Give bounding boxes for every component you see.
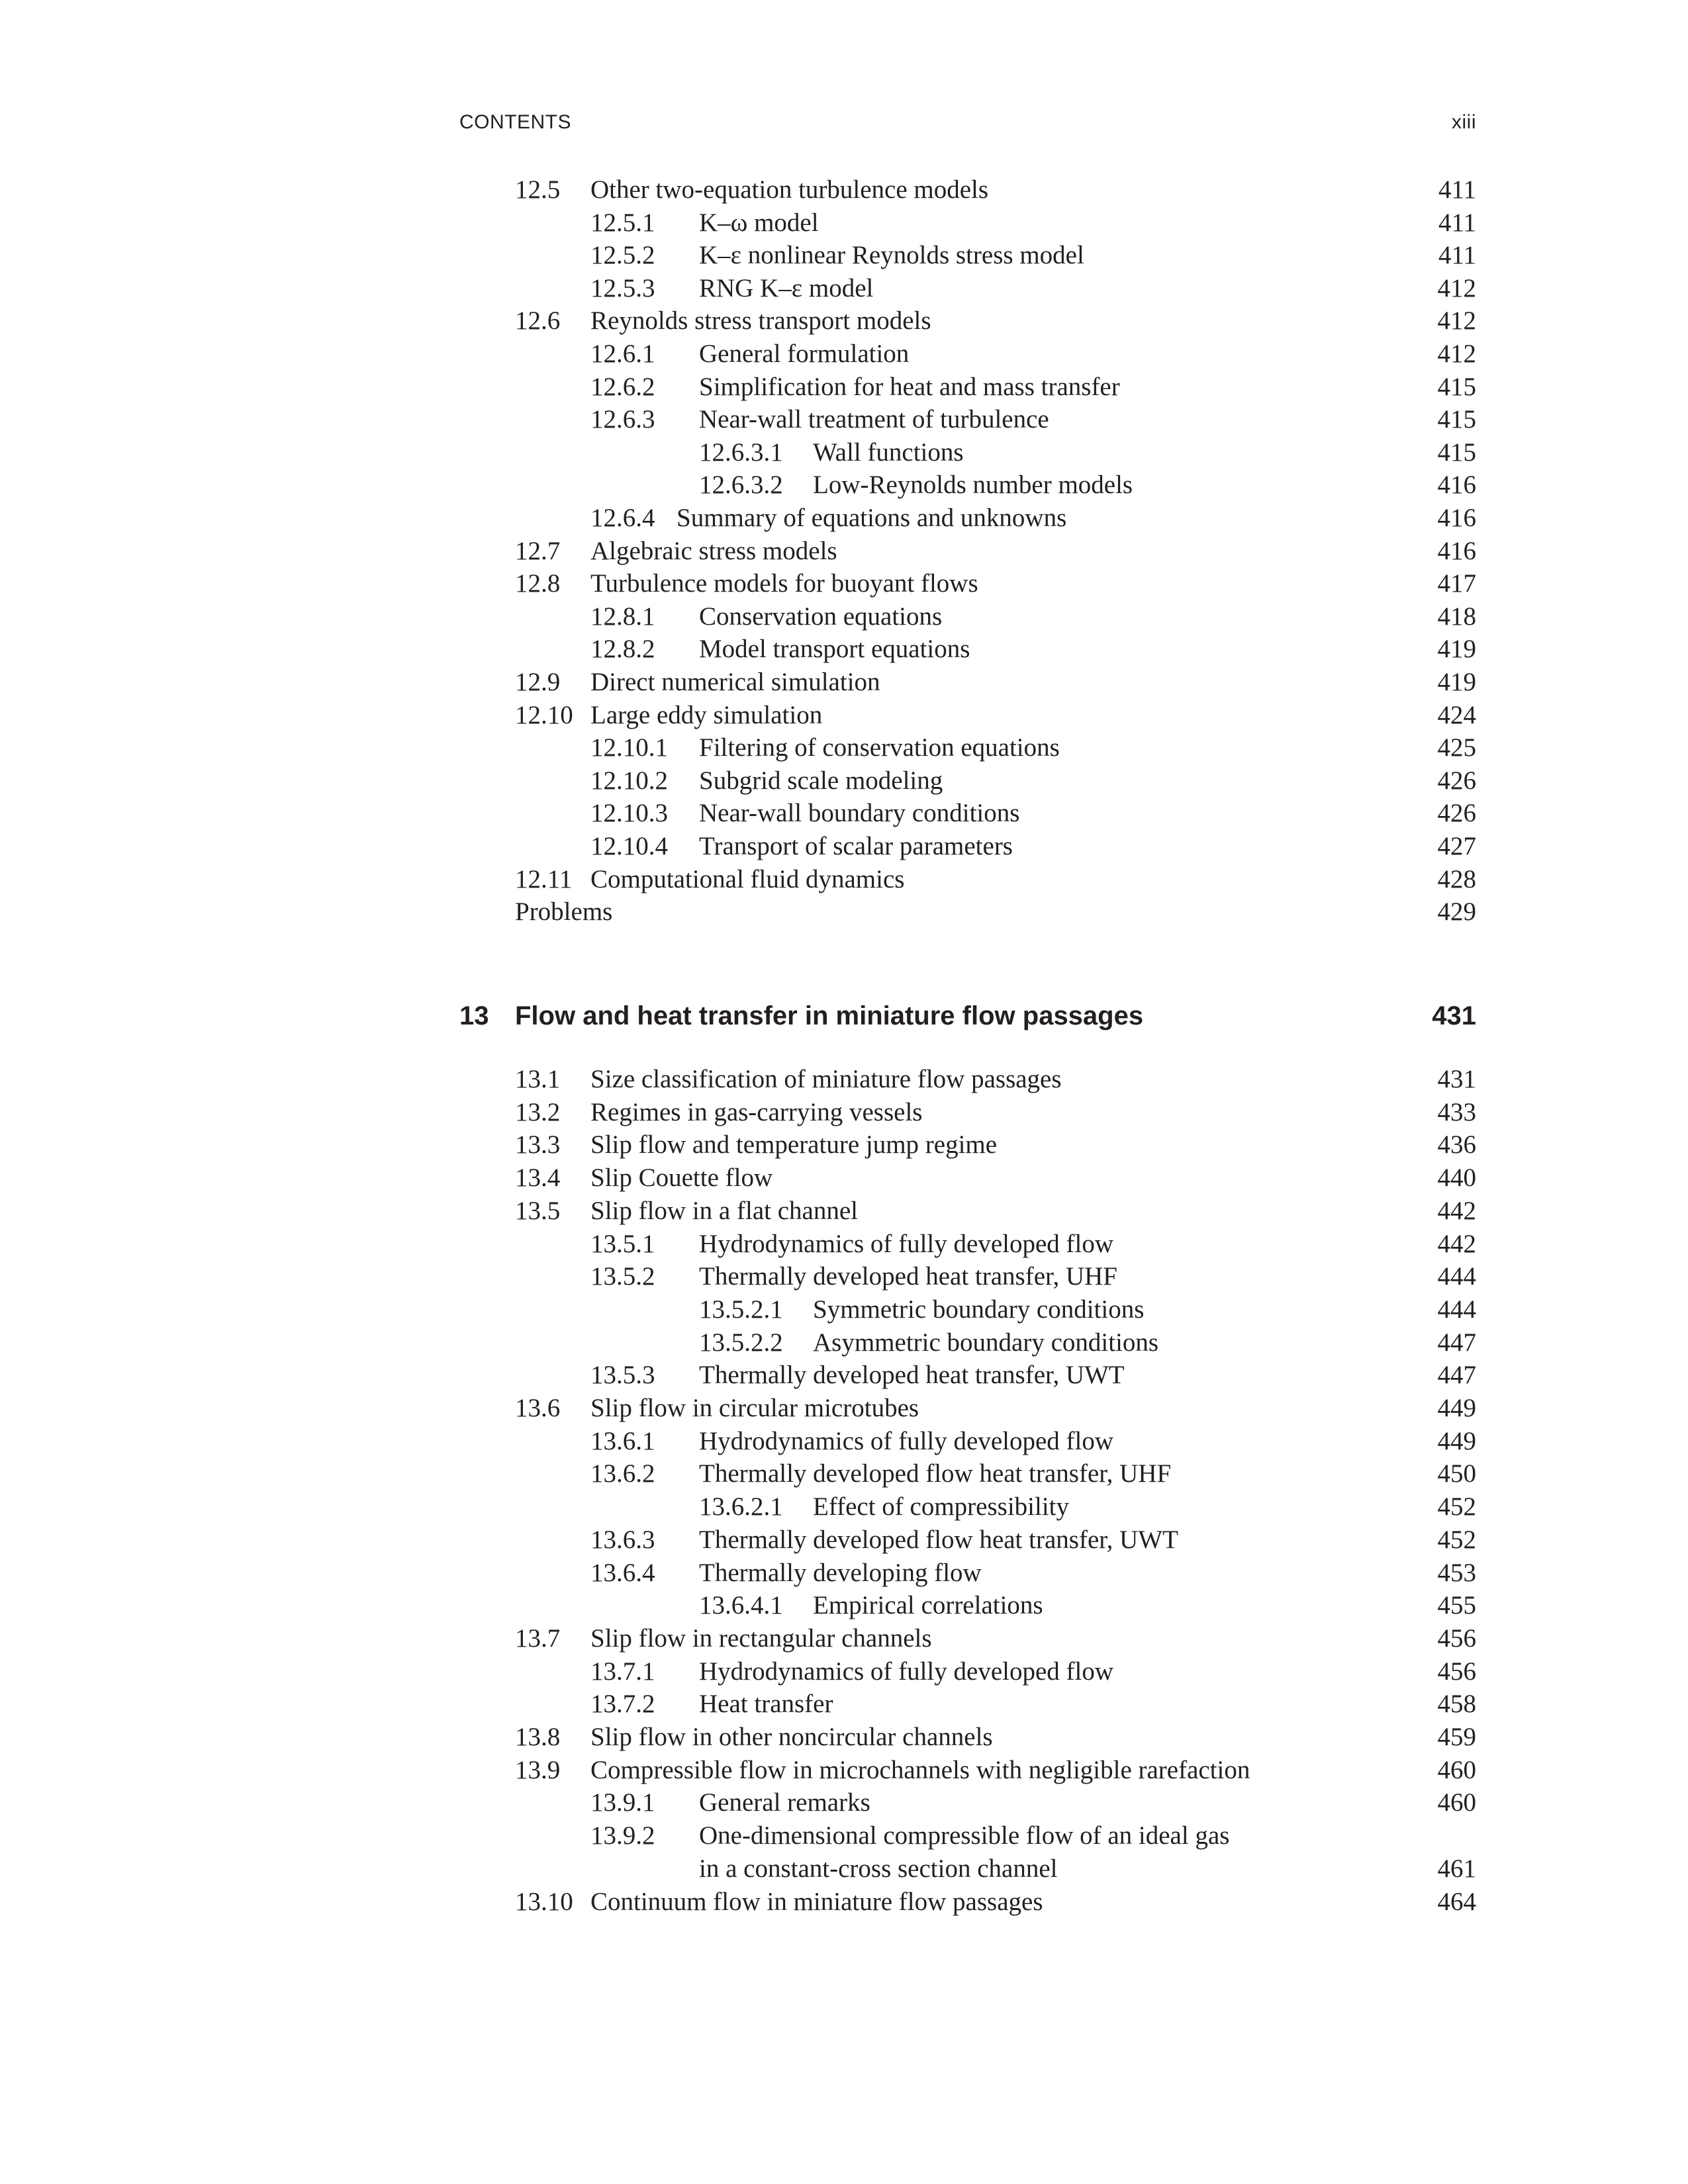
toc-entry-number: 13.7.2 (590, 1690, 655, 1719)
toc-entry-page: 450 (1437, 1459, 1476, 1488)
toc-entry-number: 13.4 (515, 1163, 561, 1193)
toc-entry-number: 12.5.3 (590, 273, 655, 302)
toc-entry-title: Model transport equations (699, 635, 970, 664)
toc-entry (459, 731, 1476, 764)
toc-entry-page: 458 (1437, 1690, 1476, 1719)
toc-entry-page: 415 (1437, 437, 1476, 467)
toc-entry-title: Thermally developed flow heat transfer, UWT (699, 1525, 1178, 1554)
toc-entry-title: Simplification for heat and mass transfer (699, 372, 1120, 401)
toc-entry-page: 429 (1437, 897, 1476, 927)
toc-entry-page: 436 (1437, 1130, 1476, 1160)
toc-entry (459, 1457, 1476, 1490)
toc-entry-number: 13.9 (515, 1755, 561, 1784)
toc-entry-title: Slip flow in circular microtubes (590, 1394, 919, 1422)
toc-entry (459, 1490, 1476, 1524)
toc-entry-title: RNG K–ε model (699, 273, 874, 302)
toc-entry-title: Reynolds stress transport models (590, 306, 931, 336)
toc-entry-number: 12.9 (515, 668, 561, 696)
toc-entry (459, 797, 1476, 830)
toc-entry (459, 1852, 1476, 1886)
toc-entry-title: Slip flow and temperature jump regime (590, 1130, 998, 1160)
toc-entry-title: Algebraic stress models (590, 536, 837, 565)
toc-entry-page: 425 (1437, 733, 1476, 762)
toc-entry-page: 460 (1437, 1788, 1476, 1817)
toc-entry-title: Turbulence models for buoyant flows (590, 569, 978, 598)
toc-entry (459, 1886, 1476, 1919)
toc-entry-number: 12.10.4 (590, 832, 668, 860)
toc-entry (459, 863, 1476, 896)
toc-entry-title: Summary of equations and unknowns (677, 504, 1067, 532)
toc-entry-page: 412 (1437, 273, 1476, 302)
toc-entry (459, 1195, 1476, 1228)
toc-entry (459, 600, 1476, 633)
toc-entry-title: Problems (515, 897, 613, 927)
toc-entry-title: General formulation (699, 340, 910, 368)
toc-entry-page: 416 (1437, 536, 1476, 565)
toc-entry-page: 449 (1437, 1426, 1476, 1455)
toc-entry (459, 206, 1476, 240)
toc-entry-title: Near-wall treatment of turbulence (699, 405, 1049, 434)
toc-entry-title: Slip Couette flow (590, 1163, 773, 1193)
toc-entry-number: 12.10.2 (590, 766, 668, 795)
toc-entry (459, 764, 1476, 797)
toc-entry-page: 424 (1437, 700, 1476, 729)
toc-entry-number: 12.8 (515, 569, 561, 598)
toc-entry-page: 453 (1437, 1558, 1476, 1587)
toc-entry-number: 12.6.3 (590, 405, 655, 434)
toc-entry-page: 427 (1437, 832, 1476, 860)
toc-entry-title: K–ε nonlinear Reynolds stress model (699, 241, 1084, 270)
toc-entry-page: 433 (1437, 1097, 1476, 1126)
toc-entry (459, 1161, 1476, 1195)
toc-entry-number: 13.6.2 (590, 1459, 655, 1488)
toc-entry-title: K–ω model (699, 208, 819, 237)
toc-entry-title: Direct numerical simulation (590, 668, 880, 696)
toc-entry (459, 1096, 1476, 1129)
toc-entry-number: 12.6.2 (590, 372, 655, 401)
toc-entry (459, 666, 1476, 699)
toc-entry (459, 1622, 1476, 1655)
toc-entry-title: Size classification of miniature flow passages (590, 1065, 1062, 1093)
toc-entry-page: 412 (1437, 306, 1476, 336)
toc-entry-page: 459 (1437, 1723, 1476, 1751)
toc-entry (459, 1260, 1476, 1293)
toc-entry (459, 403, 1476, 436)
toc-entry-number: 12.6.1 (590, 340, 655, 368)
toc-entry-number: 12.5.2 (590, 241, 655, 270)
toc-entry (459, 272, 1476, 305)
toc-entry-number: 13.2 (515, 1097, 561, 1126)
toc-entry (459, 1326, 1476, 1359)
toc-entry-title: Hydrodynamics of fully developed flow (699, 1657, 1114, 1686)
toc-entry (459, 1425, 1476, 1458)
toc-entry-page: 417 (1437, 569, 1476, 598)
toc-entry-number: 13.5.2.1 (699, 1295, 783, 1324)
toc-entry (459, 1392, 1476, 1425)
toc-entry-title: Computational fluid dynamics (590, 864, 905, 893)
toc-entry-number: 12.8.1 (590, 602, 655, 631)
toc-entry (459, 1228, 1476, 1261)
toc-entry-number: 12.6.4 (590, 504, 655, 532)
toc-entry-number: 13.1 (515, 1065, 561, 1093)
toc-entry-title: Filtering of conservation equations (699, 733, 1060, 762)
toc-entry-title: Hydrodynamics of fully developed flow (699, 1229, 1114, 1258)
toc-entry (459, 830, 1476, 863)
toc-entry-title: Thermally developing flow (699, 1558, 982, 1587)
toc-entry-title: Symmetric boundary conditions (813, 1295, 1145, 1324)
toc-entry-page: 415 (1437, 405, 1476, 434)
toc-entry-page: 460 (1437, 1755, 1476, 1784)
toc-entry-page: 440 (1437, 1163, 1476, 1193)
toc-entry (459, 1359, 1476, 1392)
toc-entry-number: 13.5 (515, 1196, 561, 1225)
toc-entry (459, 436, 1476, 469)
toc-entry-number: 13.9.1 (590, 1788, 655, 1817)
toc-entry-page: 426 (1437, 799, 1476, 828)
toc-entry-title: in a constant-cross section channel (699, 1854, 1058, 1883)
toc-entry-number: 12.10 (515, 700, 573, 729)
toc-entry (459, 1589, 1476, 1622)
toc-entry-title: Near-wall boundary conditions (699, 799, 1020, 828)
toc-entry-number: 13.5.3 (590, 1361, 655, 1390)
toc-entry-title: Empirical correlations (813, 1591, 1043, 1620)
toc-entry-number: 13.6.1 (590, 1426, 655, 1455)
toc-entry-page: 461 (1437, 1854, 1476, 1883)
toc-entry-number: 12.10.1 (590, 733, 668, 762)
toc-entry (459, 1655, 1476, 1688)
toc-entry-title: Subgrid scale modeling (699, 766, 943, 795)
toc-entry-number: 12.11 (515, 864, 573, 893)
toc-entry (459, 1293, 1476, 1326)
toc-entry-page: 464 (1437, 1887, 1476, 1916)
toc-entry (459, 1754, 1476, 1787)
toc-entry-page: 415 (1437, 372, 1476, 401)
toc-entry-number: 12.7 (515, 536, 561, 565)
toc-entry-page: 419 (1437, 635, 1476, 664)
toc-entry (459, 1524, 1476, 1557)
chapter-page: 431 (1432, 1001, 1476, 1030)
toc-entry (459, 338, 1476, 371)
toc-entry (459, 535, 1476, 568)
toc-entry-number: 13.7.1 (590, 1657, 655, 1686)
running-head-section: CONTENTS (459, 111, 571, 133)
toc-entry-page: 452 (1437, 1492, 1476, 1522)
toc-entry-page: 412 (1437, 340, 1476, 368)
toc-entry (459, 239, 1476, 272)
toc-entry-number: 13.10 (515, 1887, 573, 1916)
toc-entry-title: Transport of scalar parameters (699, 832, 1013, 860)
toc-entry-title: Thermally developed flow heat transfer, UHF (699, 1459, 1172, 1488)
toc-entry-page: 449 (1437, 1394, 1476, 1422)
toc-entry-page: 455 (1437, 1591, 1476, 1620)
toc-entry (459, 502, 1476, 535)
toc-entry-number: 12.8.2 (590, 635, 655, 664)
toc-entry-number: 12.10.3 (590, 799, 668, 828)
toc-entry (459, 1688, 1476, 1721)
toc-entry-title: Slip flow in rectangular channels (590, 1623, 932, 1653)
toc-entry (459, 1557, 1476, 1590)
toc-entry-title: Conservation equations (699, 602, 943, 631)
toc-entry-page: 411 (1438, 208, 1476, 237)
toc-entry-title: One-dimensional compressible flow of an ideal gas (699, 1821, 1230, 1850)
chapter-heading (459, 996, 1476, 1036)
toc-entry (459, 1721, 1476, 1754)
toc-entry-number: 13.5.2.2 (699, 1328, 783, 1357)
toc-entry-number: 12.6.3.1 (699, 437, 783, 467)
toc-entry-title: Slip flow in other noncircular channels (590, 1723, 993, 1751)
toc-entry (459, 304, 1476, 338)
toc-entry (459, 173, 1476, 206)
toc-entry-title: Thermally developed heat transfer, UWT (699, 1361, 1125, 1390)
toc-entry-number: 13.6 (515, 1394, 561, 1422)
running-head-page-number: xiii (1452, 111, 1476, 133)
toc-entry-page: 431 (1437, 1065, 1476, 1093)
toc-entry-page: 444 (1437, 1295, 1476, 1324)
toc-entry (459, 567, 1476, 600)
toc-entry-number: 13.8 (515, 1723, 561, 1751)
toc-entry (459, 633, 1476, 666)
toc-entry (459, 699, 1476, 732)
toc-entry-page: 411 (1438, 175, 1476, 204)
toc-entry (459, 371, 1476, 404)
toc-entry-title: Slip flow in a flat channel (590, 1196, 858, 1225)
chapter-title: Flow and heat transfer in miniature flow passages (515, 1001, 1144, 1030)
toc-entry-page: 428 (1437, 864, 1476, 893)
toc-entry-number: 12.5 (515, 175, 561, 204)
toc-entry-page: 419 (1437, 668, 1476, 696)
toc-entry-title: Wall functions (813, 437, 964, 467)
toc-entry-number: 13.6.4 (590, 1558, 655, 1587)
toc-entry-title: Low-Reynolds number models (813, 471, 1133, 500)
toc-entry (459, 1063, 1476, 1096)
toc-entry-number: 13.6.2.1 (699, 1492, 783, 1522)
toc-entry (459, 469, 1476, 502)
toc-entry-page: 447 (1437, 1328, 1476, 1357)
toc-entry-number: 13.6.3 (590, 1525, 655, 1554)
toc-entry-title: Regimes in gas-carrying vessels (590, 1097, 923, 1126)
toc-entry-number: 13.5.2 (590, 1262, 655, 1291)
toc-entry-title: Asymmetric boundary conditions (813, 1328, 1159, 1357)
toc-entry-page: 411 (1438, 241, 1476, 270)
toc-entry-number: 13.3 (515, 1130, 561, 1160)
toc-entry-title: Compressible flow in microchannels with negligible rarefaction (590, 1755, 1250, 1784)
toc-entry-number: 13.6.4.1 (699, 1591, 783, 1620)
toc-entry (459, 1128, 1476, 1161)
toc-entry-page: 416 (1437, 504, 1476, 532)
toc-entry (459, 895, 1476, 929)
toc-entry-page: 426 (1437, 766, 1476, 795)
toc-entry-number: 12.6 (515, 306, 561, 336)
toc-entry-title: Large eddy simulation (590, 700, 823, 729)
toc-entry-page: 456 (1437, 1657, 1476, 1686)
toc-entry-number: 13.9.2 (590, 1821, 655, 1850)
toc-entry-title: Continuum flow in miniature flow passages (590, 1887, 1043, 1916)
toc-entry-page: 442 (1437, 1229, 1476, 1258)
toc-entry-page: 416 (1437, 471, 1476, 500)
toc-entry-title: Thermally developed heat transfer, UHF (699, 1262, 1117, 1291)
toc-entry-number: 12.5.1 (590, 208, 655, 237)
toc-entry-page: 452 (1437, 1525, 1476, 1554)
chapter-number: 13 (459, 1001, 489, 1030)
running-head (459, 111, 1476, 140)
toc-entry-number: 13.5.1 (590, 1229, 655, 1258)
toc-entry (459, 1786, 1476, 1819)
toc-entry-title: Heat transfer (699, 1690, 833, 1719)
toc-entry-title: Effect of compressibility (813, 1492, 1070, 1522)
toc-entry-number: 13.7 (515, 1623, 561, 1653)
toc-entry-page: 418 (1437, 602, 1476, 631)
toc-entry-page: 442 (1437, 1196, 1476, 1225)
toc-entry-page: 456 (1437, 1623, 1476, 1653)
toc-entry-title: General remarks (699, 1788, 870, 1817)
toc-entry (459, 1819, 1476, 1852)
toc-entry-page: 447 (1437, 1361, 1476, 1390)
toc-entry-page: 444 (1437, 1262, 1476, 1291)
toc-entry-title: Hydrodynamics of fully developed flow (699, 1426, 1114, 1455)
toc-entry-title: Other two-equation turbulence models (590, 175, 989, 204)
toc-entry-number: 12.6.3.2 (699, 471, 783, 500)
